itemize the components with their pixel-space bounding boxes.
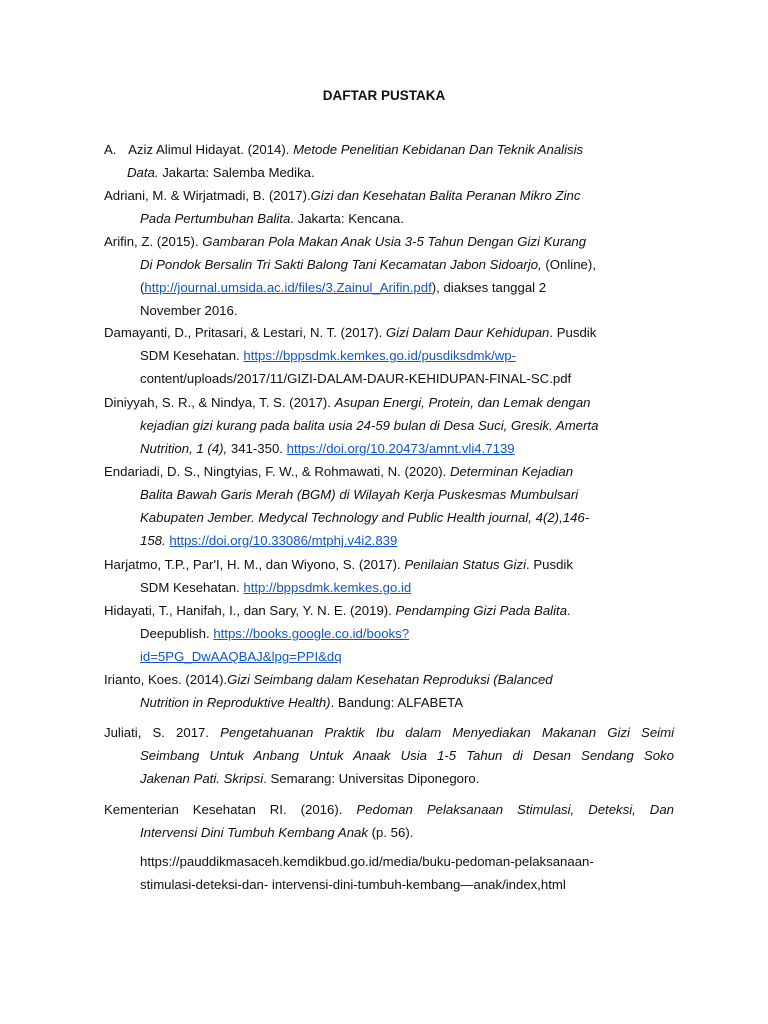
ref-journal: Nutrition, 1 (4),	[140, 441, 228, 456]
ref-author: Aziz Alimul Hidayat. (2014).	[128, 142, 294, 157]
ref-title-cont: Nutrition in Reproduktive Health)	[140, 695, 331, 710]
reference-entry-6	[104, 462, 674, 554]
ref-page: (p. 56).	[367, 825, 414, 840]
ref-access: ), diakses tanggal 2	[431, 280, 547, 295]
reference-entry-8	[104, 601, 674, 670]
reference-entry-4	[104, 323, 674, 392]
list-marker: A.	[104, 142, 117, 157]
ref-publisher: . Semarang: Universitas Diponegoro.	[263, 771, 480, 786]
ref-author: Endariadi, D. S., Ningtyias, F. W., & Rohmawati, N. (2020).	[104, 464, 450, 479]
ref-author: Hidayati, T., Hanifah, I., dan Sary, Y. N. E. (2019).	[104, 603, 396, 618]
reference-entry-2	[104, 186, 674, 232]
ref-url: https://pauddikmasaceh.kemdikbud.go.id/media/buku-pedoman-pelaksanaan-	[140, 854, 594, 869]
ref-publisher: . Pusdik	[549, 325, 597, 340]
ref-author: Damayanti, D., Pritasari, & Lestari, N. T. (2017).	[104, 325, 386, 340]
ref-title-cont: Pada Pertumbuhan Balita	[140, 211, 291, 226]
ref-author: Harjatmo, T.P., Par'I, H. M., dan Wiyono, S. (2017).	[104, 557, 405, 572]
ref-link[interactable]: https://doi.org/10.20473/amnt.vli4.7139	[286, 441, 515, 456]
ref-title-cont: Data.	[127, 165, 159, 180]
reference-entry-3	[104, 232, 674, 324]
ref-publisher-cont: SDM Kesehatan.	[140, 580, 244, 595]
ref-publisher: . Bandung: ALFABETA	[330, 695, 464, 710]
ref-title: Gambaran Pola Makan Anak Usia 3-5 Tahun Dengan Gizi Kurang	[202, 234, 587, 249]
reference-entry-5	[104, 393, 674, 462]
ref-title-cont: kejadian gizi kurang pada balita usia 24-59 bulan di Desa Suci, Gresik. Amerta	[140, 418, 599, 433]
ref-link[interactable]: https://doi.org/10.33086/mtphj.v4i2.839	[169, 533, 398, 548]
ref-link[interactable]: https://bppsdmk.kemkes.go.id/pusdiksdmk/wp-	[243, 348, 517, 363]
ref-title: Metode Penelitian Kebidanan Dan Teknik Analisis	[293, 142, 584, 157]
ref-author: Irianto, Koes. (2014).	[104, 672, 228, 687]
ref-punct: .	[567, 603, 571, 618]
reference-entry-11	[104, 800, 674, 898]
ref-publisher-cont: SDM Kesehatan.	[140, 348, 244, 363]
reference-entry-7	[104, 555, 674, 601]
ref-author: Adriani, M. & Wirjatmadi, B. (2017).	[104, 188, 311, 203]
ref-title: Determinan Kejadian	[449, 464, 574, 479]
ref-title: Pedoman Pelaksanaan Stimulasi, Deteksi, Dan	[356, 802, 674, 817]
ref-url-cont: stimulasi-deteksi-dan- intervensi-dini-tumbuh-kembang—anak/index,html	[140, 877, 566, 892]
ref-title: Penilaian Status Gizi	[404, 557, 527, 572]
ref-title: Gizi Seimbang dalam Kesehatan Reproduksi (Balanced	[227, 672, 553, 687]
reference-entry-10	[104, 723, 674, 792]
ref-author: Kementerian Kesehatan RI. (2016).	[104, 802, 357, 817]
ref-title-end: Jakenan Pati. Skripsi	[140, 771, 264, 786]
ref-title-cont: Di Pondok Bersalin Tri Sakti Balong Tani Kecamatan Jabon Sidoarjo,	[140, 257, 542, 272]
ref-link-cont: content/uploads/2017/11/GIZI-DALAM-DAUR-KEHIDUPAN-FINAL-SC.pdf	[140, 371, 572, 386]
ref-link[interactable]: http://bppsdmk.kemkes.go.id	[243, 580, 412, 595]
ref-journal: Kabupaten Jember. Medycal Technology and Public Health journal, 4(2),146-	[140, 510, 590, 525]
ref-publisher: Deepublish.	[140, 626, 214, 641]
page-title: DAFTAR PUSTAKA	[322, 88, 446, 103]
ref-author: Diniyyah, S. R., & Nindya, T. S. (2017).	[104, 395, 335, 410]
ref-publisher: . Pusdik	[526, 557, 573, 572]
reference-entry-9	[104, 670, 674, 716]
reference-entry-1	[104, 140, 674, 186]
ref-publisher: Jakarta: Salemba Medika.	[158, 165, 315, 180]
ref-access-date: November 2016.	[140, 303, 238, 318]
ref-link[interactable]: https://books.google.co.id/books?	[213, 626, 410, 641]
ref-title: Asupan Energi, Protein, dan Lemak dengan	[334, 395, 591, 410]
ref-title: Gizi dan Kesehatan Balita Peranan Mikro Zinc	[310, 188, 581, 203]
ref-title: Pengetahuanan Praktik Ibu dalam Menyediakan Makanan Gizi Seimi	[220, 725, 674, 740]
paren: (	[140, 280, 145, 295]
ref-author: Arifin, Z. (2015).	[104, 234, 203, 249]
ref-pages: 158.	[140, 533, 166, 548]
ref-title-cont: Balita Bawah Garis Merah (BGM) di Wilayah Kerja Puskesmas Mumbulsari	[140, 487, 579, 502]
ref-link[interactable]: http://journal.umsida.ac.id/files/3.Zainul_Arifin.pdf	[144, 280, 432, 295]
ref-title: Gizi Dalam Daur Kehidupan	[385, 325, 550, 340]
ref-publisher: . Jakarta: Kencana.	[290, 211, 404, 226]
ref-pages: 341-350.	[227, 441, 287, 456]
ref-online: (Online),	[541, 257, 596, 272]
ref-link-cont[interactable]: id=5PG_DwAAQBAJ&lpg=PPI&dq	[140, 649, 342, 664]
ref-author: Juliati, S. 2017.	[104, 725, 221, 740]
ref-title-cont: Seimbang Untuk Anbang Untuk Anaak Usia 1-5 Tahun di Desan Sendang Soko	[140, 748, 674, 763]
ref-title: Pendamping Gizi Pada Balita	[395, 603, 568, 618]
ref-title-cont: Intervensi Dini Tumbuh Kembang Anak	[140, 825, 368, 840]
